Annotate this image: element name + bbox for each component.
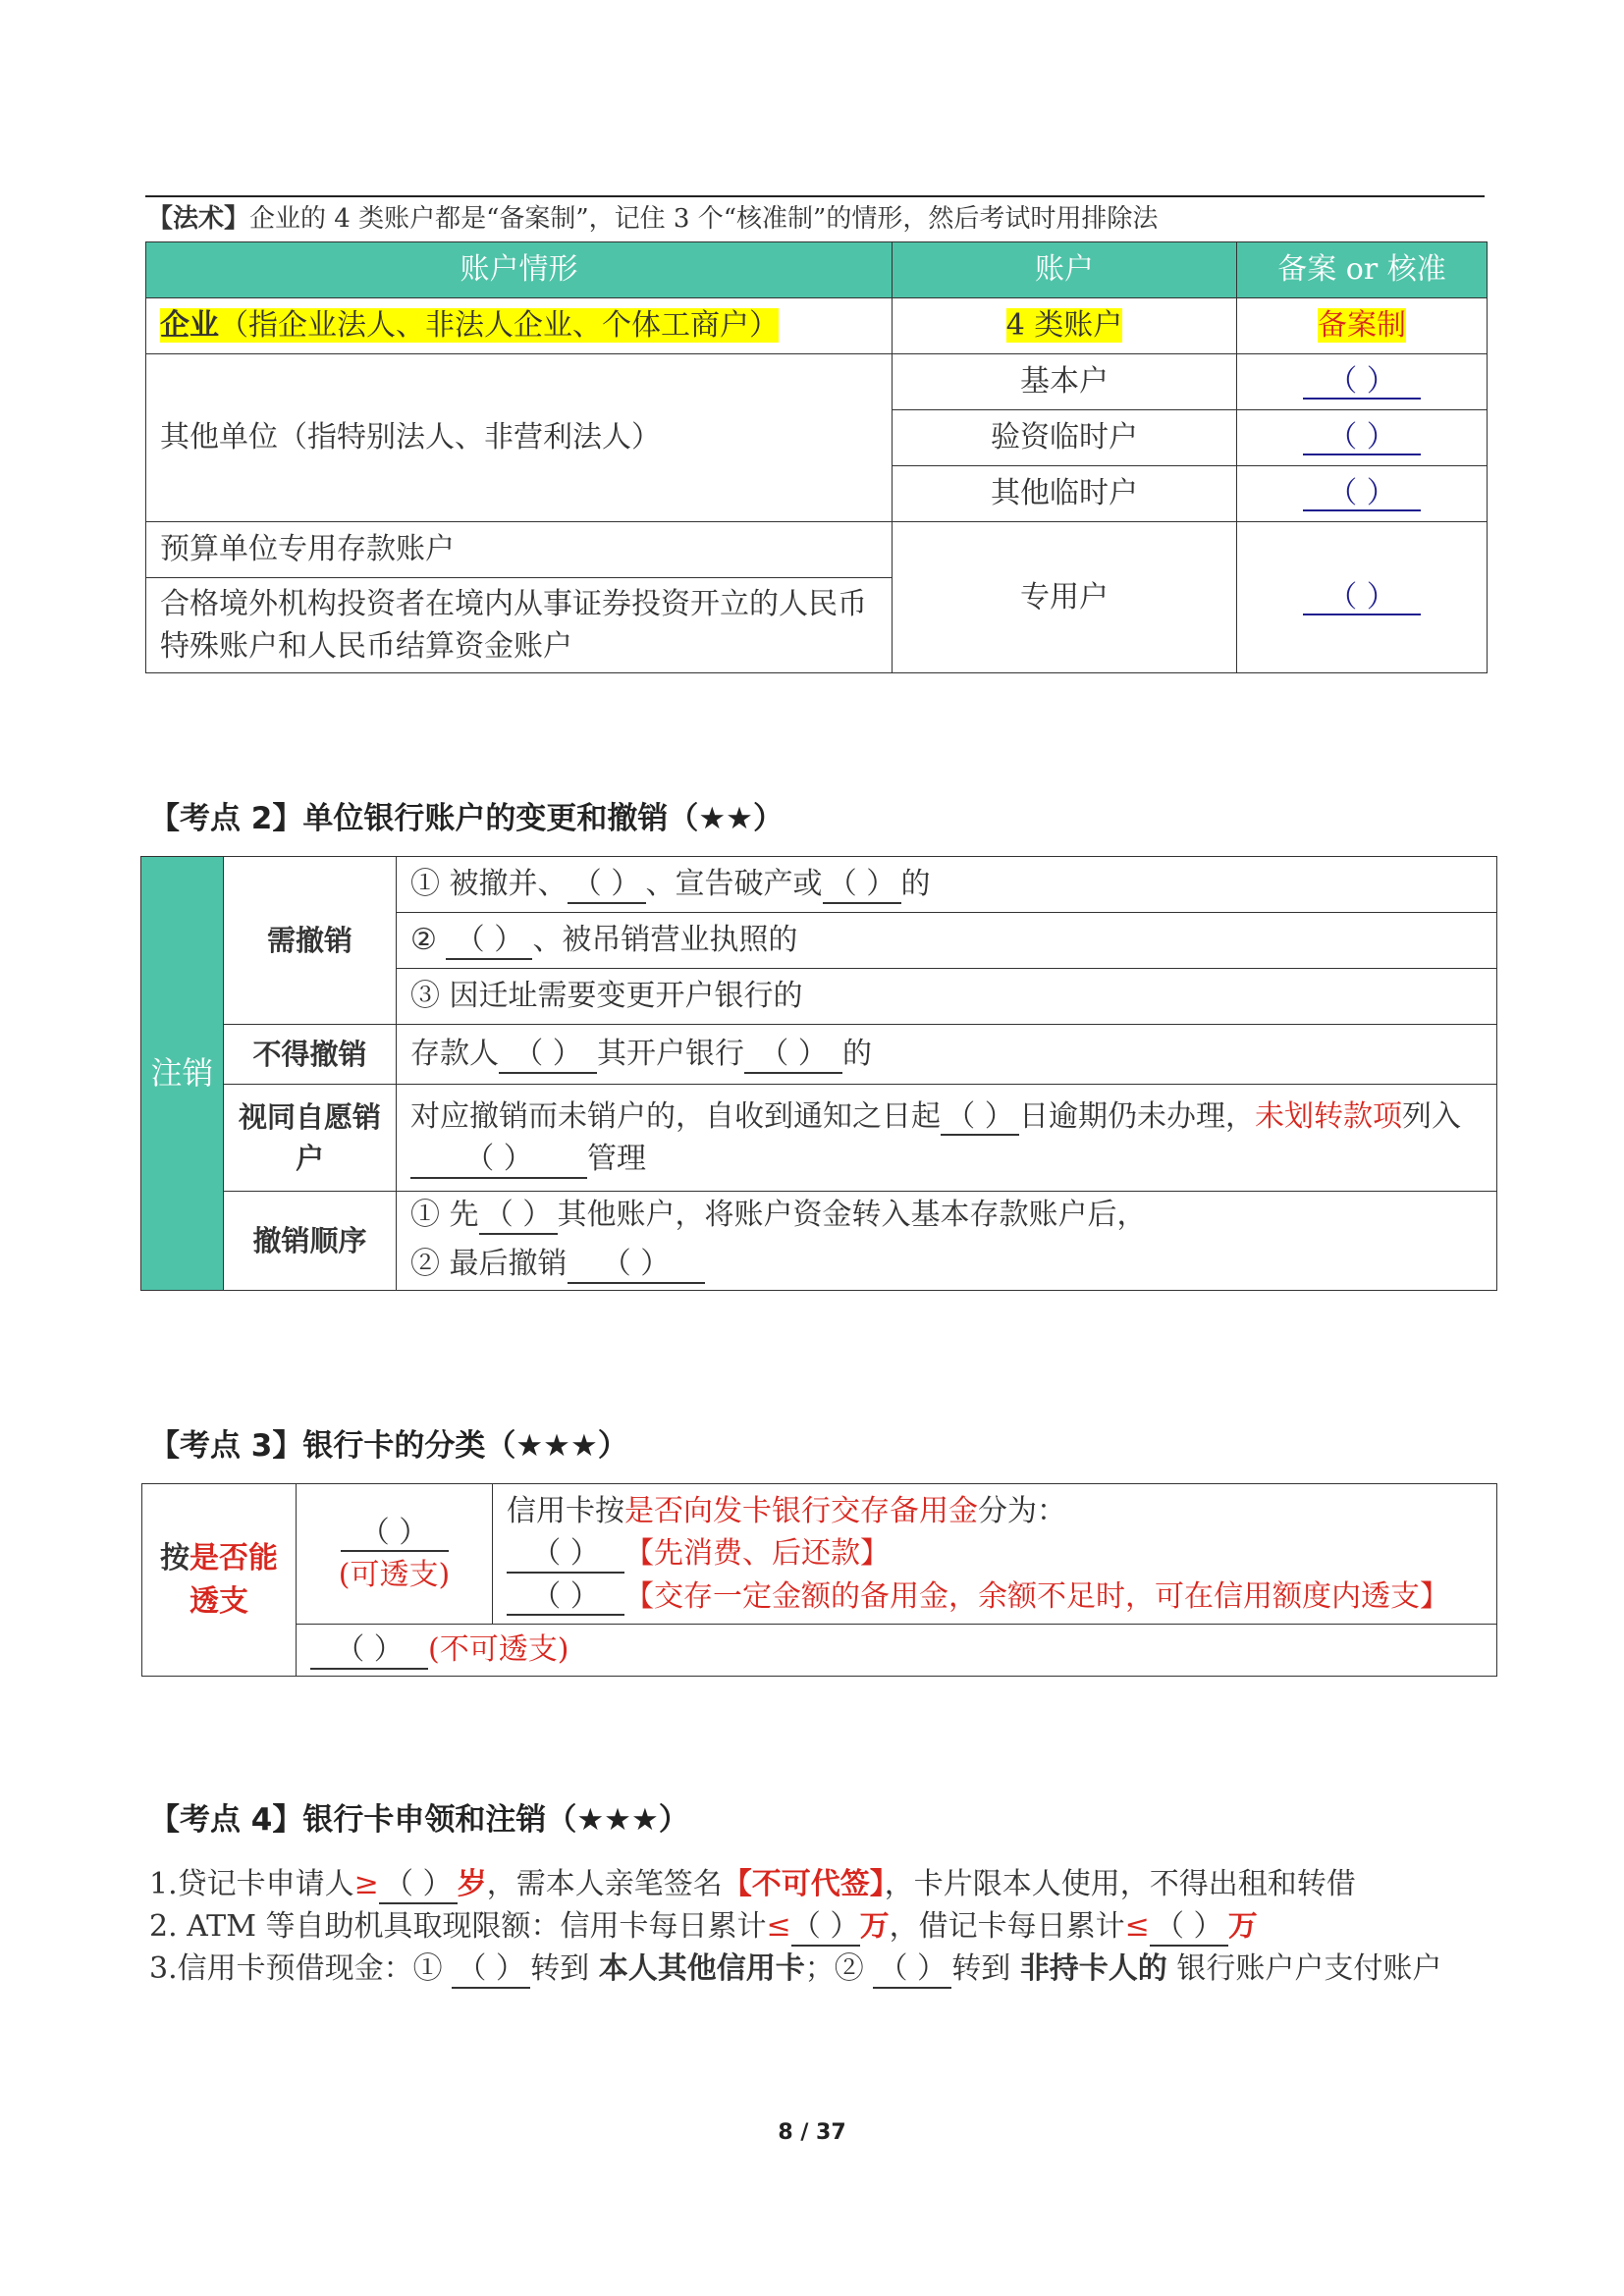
need-cancel-item-2: ② （ ） 、被吊销营业执照的	[397, 913, 1497, 969]
voluntary-close-label: 视同自愿销户	[224, 1085, 397, 1192]
need-cancel-item-1: ① 被撤并、 （ ） 、宣告破产或 （ ） 的	[397, 857, 1497, 913]
cannot-cancel-text: 存款人 （ ） 其开户银行 （ ） 的	[397, 1025, 1497, 1085]
blank-special: （ ）	[1303, 581, 1421, 615]
credit-intro: 信用卡按是否向发卡银行交存备用金分为：	[507, 1493, 1066, 1528]
no-overdraft-blank: （ ）	[310, 1633, 428, 1670]
cancel-order-label: 撤销顺序	[224, 1192, 397, 1291]
budget-special-label: 预算单位专用存款账户	[146, 522, 893, 578]
table-row-enterprise	[146, 298, 1488, 354]
overdraft-note: (可透支)	[338, 1558, 451, 1592]
card-rule-line-2: 2. ATM 等自助机具取现限额：信用卡每日累计≤（ ）万，借记卡每日累计≤ （ ） 万	[149, 1901, 1258, 1947]
card-classification-table	[141, 1483, 1497, 1677]
need-cancel-item-3: ③ 因迁址需要变更开户银行的	[397, 969, 1497, 1025]
cancel-order-step-2: ② 最后撤销 （ ）	[397, 1239, 1497, 1291]
account-approval-table	[145, 241, 1488, 673]
fashu-line	[147, 202, 1158, 236]
credit-type-1: （ ） 【先消费、后还款】	[507, 1532, 1483, 1575]
section2-title: 【考点 2】单位银行账户的变更和撤销（★★）	[149, 801, 784, 836]
header-filing-or-approval: 备案 or 核准	[1237, 242, 1488, 298]
credit-type-2: （ ） 【交存一定金额的备用金，余额不足时，可在信用额度内透支】	[507, 1575, 1483, 1619]
account-basic: 基本户	[893, 354, 1237, 410]
card-rule-line-1: 1.贷记卡申请人≥ （ ） 岁，需本人亲笔签名【不可代签】，卡片限本人使用，不得出租和转借	[149, 1859, 1356, 1904]
cancel-order-step-1: ① 先 （ ） 其他账户，将账户资金转入基本存款账户后，	[397, 1192, 1497, 1239]
no-overdraft-cell	[297, 1625, 1497, 1677]
fashu-tag: 【法术】	[147, 204, 250, 234]
credit-card-types	[493, 1484, 1497, 1625]
card-rule-line-3: 3.信用卡预借现金：① （ ） 转到 本人其他信用卡；② （ ） 转到 非持卡人的 银行账户户支付账户	[149, 1944, 1441, 1989]
need-cancel-label: 需撤销	[224, 857, 397, 1025]
page-number: 8 / 37	[778, 2120, 846, 2145]
account-capital-temp: 验资临时户	[893, 410, 1237, 466]
overdraft-cell	[297, 1484, 493, 1625]
side-label-cancel: 注销	[141, 857, 224, 1291]
blank-capital-temp: （ ）	[1303, 421, 1421, 455]
table-row-other-units	[146, 354, 1488, 410]
enterprise-label: 企业（指企业法人、非法人企业、个体工商户）	[160, 308, 779, 344]
blank-other-temp: （ ）	[1303, 477, 1421, 511]
cancellation-table	[140, 856, 1497, 1291]
account-other-temp: 其他临时户	[893, 466, 1237, 522]
voluntary-close-text: 对应撤销而未销户的，自收到通知之日起 （ ） 日逾期仍未办理，未划转款项列入（ ） 管理	[397, 1085, 1497, 1192]
blank-basic: （ ）	[1303, 365, 1421, 400]
enterprise-status: 备案制	[1318, 308, 1406, 344]
no-overdraft-note: (不可透支)	[428, 1632, 569, 1668]
top-rule	[145, 195, 1485, 197]
other-units-label: 其他单位（指特别法人、非营利法人）	[146, 354, 893, 522]
section3-title: 【考点 3】银行卡的分类（★★★）	[149, 1428, 628, 1464]
section4-title: 【考点 4】银行卡申领和注销（★★★）	[149, 1802, 689, 1838]
table-row-budget-special	[146, 522, 1488, 578]
header-situation: 账户情形	[146, 242, 893, 298]
qfii-label: 合格境外机构投资者在境内从事证券投资开立的人民币特殊账户和人民币结算资金账户	[146, 578, 893, 673]
table-header-row	[146, 242, 1488, 298]
enterprise-account: 4 类账户	[1005, 308, 1123, 344]
overdraft-criterion-label: 按是否能透支	[142, 1484, 297, 1677]
overdraft-blank: （ ）	[341, 1517, 449, 1553]
cannot-cancel-label: 不得撤销	[224, 1025, 397, 1085]
fashu-text: 企业的 4 类账户都是“备案制”，记住 3 个“核准制”的情形，然后考试时用排除法	[249, 204, 1159, 234]
header-account: 账户	[893, 242, 1237, 298]
account-special: 专用户	[893, 522, 1237, 673]
